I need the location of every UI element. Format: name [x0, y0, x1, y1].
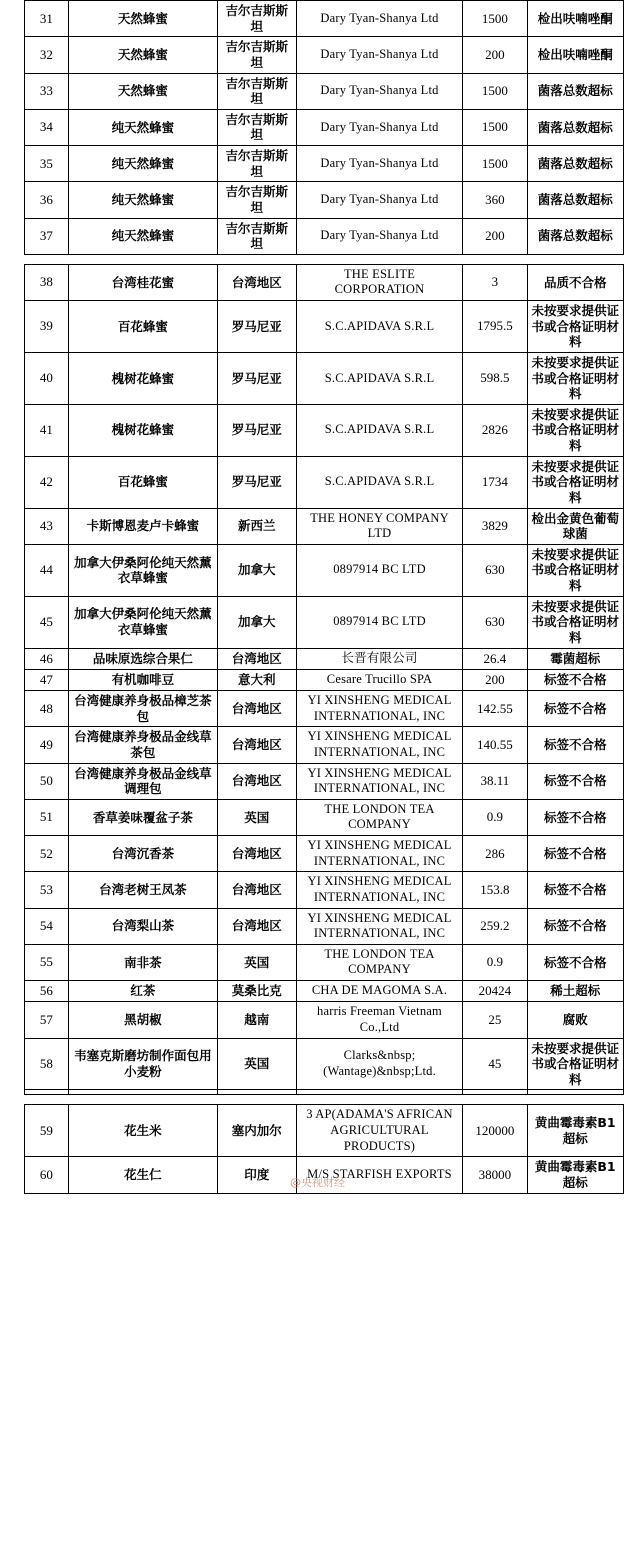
- cell-product-name: 纯天然蜂蜜: [68, 182, 217, 218]
- cell-quantity: 1795.5: [463, 301, 527, 353]
- cell-quantity: 3829: [463, 508, 527, 544]
- cell-product-name: 百花蜂蜜: [68, 301, 217, 353]
- cell-reason: 标签不合格: [527, 944, 623, 980]
- cell-origin: 吉尔吉斯斯坦: [217, 218, 296, 254]
- cell-product-name: 红茶: [68, 981, 217, 1002]
- cell-origin: 台湾地区: [217, 691, 296, 727]
- table-row: [25, 1, 624, 37]
- cell-reason: 检出呋喃唑酮: [527, 37, 623, 73]
- table-row: [25, 146, 624, 182]
- cell-no: [25, 1090, 69, 1095]
- cell-quantity: 1734: [463, 456, 527, 508]
- cell-origin: 越南: [217, 1002, 296, 1038]
- cell-no: 47: [25, 669, 69, 690]
- cell-reason: 菌落总数超标: [527, 73, 623, 109]
- cell-product-name: [68, 1090, 217, 1095]
- cell-no: 35: [25, 146, 69, 182]
- cell-quantity: 38.11: [463, 763, 527, 799]
- cell-reason: 检出呋喃唑酮: [527, 1, 623, 37]
- cell-reason: 品质不合格: [527, 264, 623, 300]
- table-row: [25, 37, 624, 73]
- cell-company: THE LONDON TEA COMPANY: [296, 799, 463, 835]
- cell-company: 0897914 BC LTD: [296, 596, 463, 648]
- cell-product-name: 百花蜂蜜: [68, 456, 217, 508]
- cell-reason: 菌落总数超标: [527, 109, 623, 145]
- cell-no: 40: [25, 352, 69, 404]
- cell-company: THE HONEY COMPANY LTD: [296, 508, 463, 544]
- cell-quantity: 360: [463, 182, 527, 218]
- cell-product-name: 南非茶: [68, 944, 217, 980]
- cell-no: 44: [25, 544, 69, 596]
- table-row: [25, 596, 624, 648]
- cell-quantity: 286: [463, 836, 527, 872]
- cell-quantity: 153.8: [463, 872, 527, 908]
- table-row: [25, 648, 624, 669]
- cell-origin: 台湾地区: [217, 264, 296, 300]
- table-row: [25, 301, 624, 353]
- cell-company: Cesare Trucillo SPA: [296, 669, 463, 690]
- cell-company: 长晋有限公司: [296, 648, 463, 669]
- table-row: [25, 264, 624, 300]
- cell-product-name: 加拿大伊桑阿伦纯天然薰衣草蜂蜜: [68, 596, 217, 648]
- cell-reason: 未按要求提供证书或合格证明材料: [527, 456, 623, 508]
- cell-quantity: 200: [463, 218, 527, 254]
- cell-reason: 标签不合格: [527, 908, 623, 944]
- cell-reason: 未按要求提供证书或合格证明材料: [527, 544, 623, 596]
- table-row: [25, 404, 624, 456]
- table-block-divider: [24, 1095, 624, 1104]
- cell-no: 42: [25, 456, 69, 508]
- cell-company: harris Freeman Vietnam Co.,Ltd: [296, 1002, 463, 1038]
- cell-company: CHA DE MAGOMA S.A.: [296, 981, 463, 1002]
- cell-origin: 台湾地区: [217, 727, 296, 763]
- cell-reason: 菌落总数超标: [527, 182, 623, 218]
- cell-company: THE LONDON TEA COMPANY: [296, 944, 463, 980]
- cell-origin: 台湾地区: [217, 648, 296, 669]
- cell-reason: 腐败: [527, 1002, 623, 1038]
- table-row: [25, 763, 624, 799]
- cell-no: 53: [25, 872, 69, 908]
- cell-origin: [217, 1090, 296, 1095]
- cell-origin: 吉尔吉斯斯坦: [217, 182, 296, 218]
- cell-no: 57: [25, 1002, 69, 1038]
- cell-reason: 标签不合格: [527, 872, 623, 908]
- cell-origin: 台湾地区: [217, 836, 296, 872]
- cell-quantity: 3: [463, 264, 527, 300]
- cell-origin: 加拿大: [217, 544, 296, 596]
- cell-no: 56: [25, 981, 69, 1002]
- cell-reason: [527, 1090, 623, 1095]
- table-row: [25, 544, 624, 596]
- table-row: [25, 727, 624, 763]
- cell-product-name: 天然蜂蜜: [68, 37, 217, 73]
- cell-company: Dary Tyan-Shanya Ltd: [296, 37, 463, 73]
- cell-no: 52: [25, 836, 69, 872]
- cell-no: 60: [25, 1157, 69, 1193]
- cell-quantity: 630: [463, 596, 527, 648]
- cell-product-name: 台湾沉香茶: [68, 836, 217, 872]
- cell-no: 38: [25, 264, 69, 300]
- table-row: [25, 944, 624, 980]
- cell-origin: 吉尔吉斯斯坦: [217, 1, 296, 37]
- cell-reason: 黄曲霉毒素B1超标: [527, 1105, 623, 1157]
- cell-reason: 未按要求提供证书或合格证明材料: [527, 301, 623, 353]
- cell-quantity: 1500: [463, 1, 527, 37]
- cell-company: Dary Tyan-Shanya Ltd: [296, 182, 463, 218]
- cell-reason: 标签不合格: [527, 669, 623, 690]
- cell-product-name: 花生仁: [68, 1157, 217, 1193]
- cell-no: 32: [25, 37, 69, 73]
- cell-no: 39: [25, 301, 69, 353]
- cell-origin: 新西兰: [217, 508, 296, 544]
- cell-no: 41: [25, 404, 69, 456]
- cell-quantity: 1500: [463, 146, 527, 182]
- cell-reason: 标签不合格: [527, 799, 623, 835]
- cell-quantity: 1500: [463, 73, 527, 109]
- table-row: [25, 908, 624, 944]
- cell-product-name: 花生米: [68, 1105, 217, 1157]
- cell-quantity: 630: [463, 544, 527, 596]
- cell-company: 3 AP(ADAMA'S AFRICAN AGRICULTURAL PRODUCTS): [296, 1105, 463, 1157]
- cell-quantity: 140.55: [463, 727, 527, 763]
- cell-origin: 印度: [217, 1157, 296, 1193]
- table-row: [25, 352, 624, 404]
- cell-no: 58: [25, 1038, 69, 1090]
- cell-origin: 吉尔吉斯斯坦: [217, 109, 296, 145]
- cell-product-name: 台湾健康养身极品金线草茶包: [68, 727, 217, 763]
- table-row: [25, 836, 624, 872]
- table-block-1: [24, 0, 624, 255]
- cell-reason: 标签不合格: [527, 836, 623, 872]
- cell-reason: 未按要求提供证书或合格证明材料: [527, 352, 623, 404]
- cell-no: 34: [25, 109, 69, 145]
- cell-product-name: 台湾梨山茶: [68, 908, 217, 944]
- cell-product-name: 卡斯博恩麦卢卡蜂蜜: [68, 508, 217, 544]
- cell-product-name: 有机咖啡豆: [68, 669, 217, 690]
- table-row: [25, 799, 624, 835]
- cell-no: 59: [25, 1105, 69, 1157]
- cell-reason: 标签不合格: [527, 691, 623, 727]
- cell-company: YI XINSHENG MEDICAL INTERNATIONAL, INC: [296, 691, 463, 727]
- cell-product-name: 天然蜂蜜: [68, 1, 217, 37]
- cell-origin: 吉尔吉斯斯坦: [217, 73, 296, 109]
- cell-product-name: 槐树花蜂蜜: [68, 352, 217, 404]
- cell-no: 37: [25, 218, 69, 254]
- cell-reason: 标签不合格: [527, 763, 623, 799]
- table-row: [25, 73, 624, 109]
- cell-product-name: 品味原选综合果仁: [68, 648, 217, 669]
- cell-no: 43: [25, 508, 69, 544]
- cell-origin: 台湾地区: [217, 908, 296, 944]
- table-row: [25, 1002, 624, 1038]
- cell-origin: 吉尔吉斯斯坦: [217, 146, 296, 182]
- cell-product-name: 纯天然蜂蜜: [68, 146, 217, 182]
- cell-reason: 稀土超标: [527, 981, 623, 1002]
- cell-no: 36: [25, 182, 69, 218]
- cell-quantity: 2826: [463, 404, 527, 456]
- cell-origin: 英国: [217, 1038, 296, 1090]
- cell-product-name: 台湾健康养身极品金线草调理包: [68, 763, 217, 799]
- table-block-2: [24, 264, 624, 1096]
- cell-company: Clarks&nbsp;(Wantage)&nbsp;Ltd.: [296, 1038, 463, 1090]
- cell-no: 33: [25, 73, 69, 109]
- cell-quantity: 38000: [463, 1157, 527, 1193]
- cell-company: [296, 1090, 463, 1095]
- cell-reason: 菌落总数超标: [527, 218, 623, 254]
- table-row: [25, 456, 624, 508]
- cell-origin: 加拿大: [217, 596, 296, 648]
- cell-no: 46: [25, 648, 69, 669]
- cell-no: 50: [25, 763, 69, 799]
- cell-no: 45: [25, 596, 69, 648]
- cell-company: Dary Tyan-Shanya Ltd: [296, 218, 463, 254]
- cell-product-name: 台湾老树王凤茶: [68, 872, 217, 908]
- cell-company: THE ESLITE CORPORATION: [296, 264, 463, 300]
- table-row: [25, 109, 624, 145]
- cell-origin: 英国: [217, 799, 296, 835]
- watermark-label: @央视财经: [290, 1175, 345, 1189]
- cell-quantity: 45: [463, 1038, 527, 1090]
- cell-origin: 塞内加尔: [217, 1105, 296, 1157]
- cell-product-name: 台湾健康养身极品樟芝茶包: [68, 691, 217, 727]
- cell-reason: 未按要求提供证书或合格证明材料: [527, 596, 623, 648]
- cell-quantity: 0.9: [463, 799, 527, 835]
- cell-company: Dary Tyan-Shanya Ltd: [296, 109, 463, 145]
- cell-quantity: 25: [463, 1002, 527, 1038]
- table-row: [25, 1038, 624, 1090]
- cell-product-name: 槐树花蜂蜜: [68, 404, 217, 456]
- table-row: [25, 508, 624, 544]
- table-row: [25, 872, 624, 908]
- cell-reason: 菌落总数超标: [527, 146, 623, 182]
- cell-origin: 英国: [217, 944, 296, 980]
- cell-product-name: 纯天然蜂蜜: [68, 218, 217, 254]
- cell-no: 51: [25, 799, 69, 835]
- table-row: [25, 1157, 624, 1193]
- table-row: [25, 1105, 624, 1157]
- table-row: [25, 218, 624, 254]
- cell-origin: 台湾地区: [217, 763, 296, 799]
- cell-quantity: [463, 1090, 527, 1095]
- cell-product-name: 黑胡椒: [68, 1002, 217, 1038]
- cell-origin: 罗马尼亚: [217, 456, 296, 508]
- cell-quantity: 200: [463, 669, 527, 690]
- cell-company: YI XINSHENG MEDICAL INTERNATIONAL, INC: [296, 908, 463, 944]
- cell-origin: 罗马尼亚: [217, 352, 296, 404]
- cell-product-name: 天然蜂蜜: [68, 73, 217, 109]
- cell-no: 54: [25, 908, 69, 944]
- table-row: [25, 669, 624, 690]
- cell-quantity: 142.55: [463, 691, 527, 727]
- cell-reason: 未按要求提供证书或合格证明材料: [527, 1038, 623, 1090]
- cell-quantity: 598.5: [463, 352, 527, 404]
- cell-origin: 莫桑比克: [217, 981, 296, 1002]
- cell-quantity: 0.9: [463, 944, 527, 980]
- table-row: [25, 981, 624, 1002]
- table-row: [25, 691, 624, 727]
- cell-origin: 罗马尼亚: [217, 404, 296, 456]
- cell-quantity: 20424: [463, 981, 527, 1002]
- cell-company: Dary Tyan-Shanya Ltd: [296, 1, 463, 37]
- cell-quantity: 120000: [463, 1105, 527, 1157]
- cell-quantity: 259.2: [463, 908, 527, 944]
- cell-company: Dary Tyan-Shanya Ltd: [296, 146, 463, 182]
- cell-company: YI XINSHENG MEDICAL INTERNATIONAL, INC: [296, 836, 463, 872]
- cell-reason: 黄曲霉毒素B1超标: [527, 1157, 623, 1193]
- cell-origin: 意大利: [217, 669, 296, 690]
- cell-no: 48: [25, 691, 69, 727]
- cell-product-name: 香草姜味覆盆子茶: [68, 799, 217, 835]
- cell-reason: 检出金黄色葡萄球菌: [527, 508, 623, 544]
- cell-no: 49: [25, 727, 69, 763]
- cell-company: S.C.APIDAVA S.R.L: [296, 352, 463, 404]
- cell-quantity: 200: [463, 37, 527, 73]
- cell-no: 31: [25, 1, 69, 37]
- table-block-divider: [24, 255, 624, 264]
- table-row: [25, 182, 624, 218]
- cell-origin: 罗马尼亚: [217, 301, 296, 353]
- cell-company: Dary Tyan-Shanya Ltd: [296, 73, 463, 109]
- cell-company: YI XINSHENG MEDICAL INTERNATIONAL, INC: [296, 763, 463, 799]
- cell-product-name: 加拿大伊桑阿伦纯天然薰衣草蜂蜜: [68, 544, 217, 596]
- cell-product-name: 纯天然蜂蜜: [68, 109, 217, 145]
- cell-company: S.C.APIDAVA S.R.L: [296, 456, 463, 508]
- cell-company: S.C.APIDAVA S.R.L: [296, 404, 463, 456]
- cell-no: 55: [25, 944, 69, 980]
- cell-product-name: 台湾桂花蜜: [68, 264, 217, 300]
- cell-company: 0897914 BC LTD: [296, 544, 463, 596]
- cell-origin: 台湾地区: [217, 872, 296, 908]
- cell-company: S.C.APIDAVA S.R.L: [296, 301, 463, 353]
- table-block-3: [24, 1104, 624, 1193]
- cell-quantity: 26.4: [463, 648, 527, 669]
- cell-reason: 霉菌超标: [527, 648, 623, 669]
- table-row: [25, 1090, 624, 1095]
- cell-company: YI XINSHENG MEDICAL INTERNATIONAL, INC: [296, 872, 463, 908]
- cell-product-name: 韦塞克斯磨坊制作面包用小麦粉: [68, 1038, 217, 1090]
- cell-company: YI XINSHENG MEDICAL INTERNATIONAL, INC: [296, 727, 463, 763]
- cell-reason: 标签不合格: [527, 727, 623, 763]
- cell-origin: 吉尔吉斯斯坦: [217, 37, 296, 73]
- cell-company: M/S STARFISH EXPORTS: [296, 1157, 463, 1193]
- cell-quantity: 1500: [463, 109, 527, 145]
- cell-reason: 未按要求提供证书或合格证明材料: [527, 404, 623, 456]
